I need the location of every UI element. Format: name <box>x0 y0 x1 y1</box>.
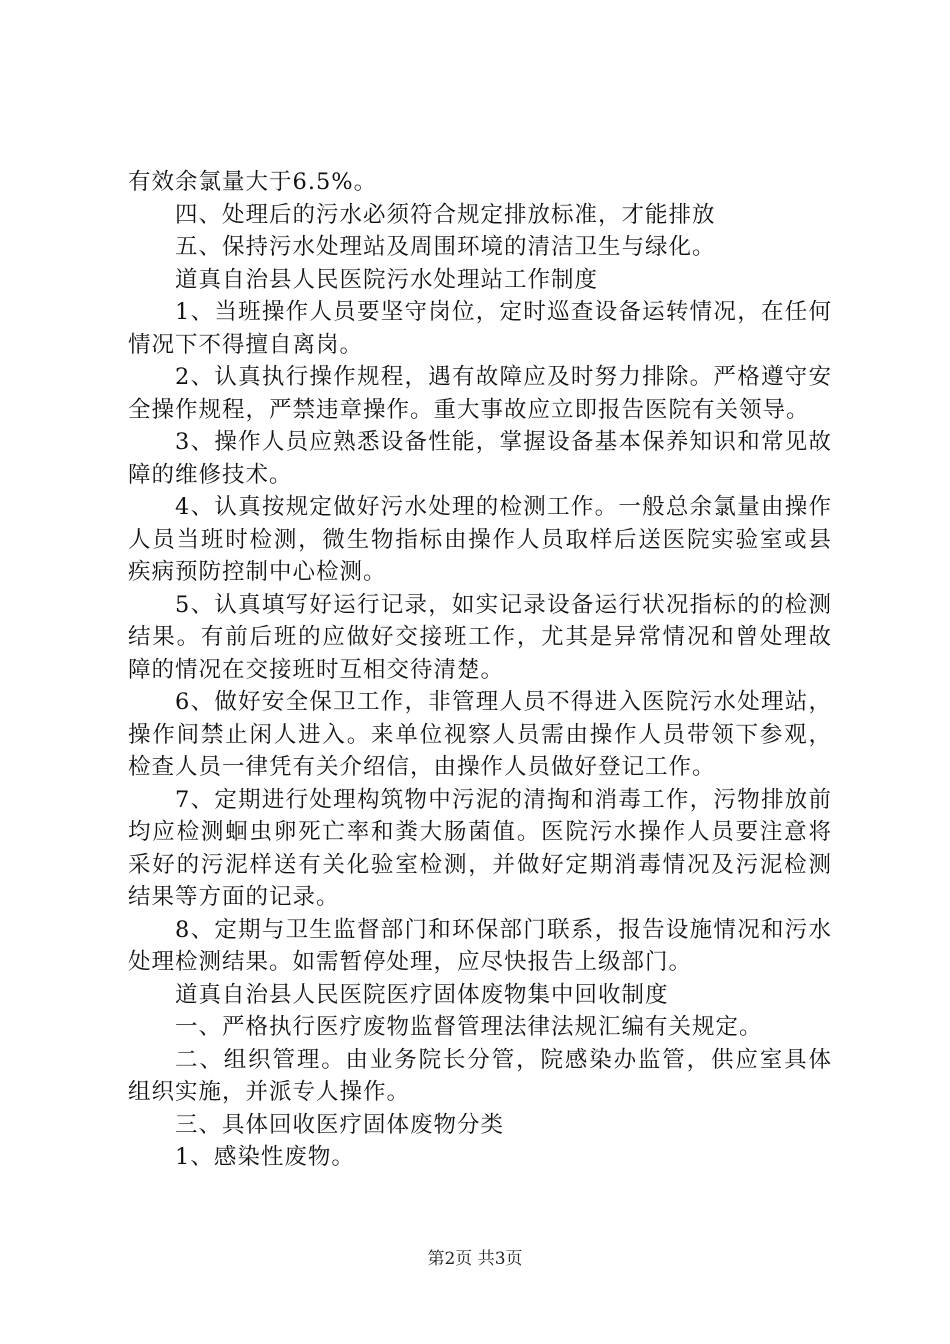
paragraph: 8、定期与卫生监督部门和环保部门联系，报告设施情况和污水处理检测结果。如需暂停处理，应尽快报告上级部门。 <box>128 916 832 975</box>
paragraph: 4、认真按规定做好污水处理的检测工作。一般总余氯量由操作人员当班时检测，微生物指标由操作人员取样后送医院实验室或县疾病预防控制中心检测。 <box>128 494 832 585</box>
paragraph: 四、处理后的污水必须符合规定排放标准，才能排放 <box>175 201 716 228</box>
paragraph: 5、认真填写好运行记录，如实记录设备运行状况指标的的检测结果。有前后班的应做好交接班工作，尤其是异常情况和曾处理故障的情况在交接班时互相交待清楚。 <box>128 591 832 683</box>
section-heading: 道真自治县人民医院医疗固体废物集中回收制度 <box>175 981 669 1008</box>
paragraph: 2、认真执行操作规程，遇有故障应及时努力排除。严格遵守安全操作规程，严禁违章操作。重大事故应立即报告医院有关领导。 <box>128 364 832 423</box>
page-number-label: 第2页 共3页 <box>427 1249 523 1269</box>
paragraph: 五、保持污水处理站及周围环境的清洁卫生与绿化。 <box>175 234 716 260</box>
paragraph: 一、严格执行医疗废物监督管理法律法规汇编有关规定。 <box>175 1014 763 1040</box>
paragraph: 7、定期进行处理构筑物中污泥的清掏和消毒工作，污物排放前均应检测蛔虫卵死亡率和粪大肠菌值。医院污水操作人员要注意将采好的污泥样送有关化验室检测，并做好定期消毒情况及污泥检测结果等方面的记录。 <box>128 786 832 910</box>
paragraph: 有效余氯量大于6.5%。 <box>128 169 378 195</box>
paragraph: 1、感染性废物。 <box>175 1144 355 1170</box>
paragraph: 1、当班操作人员要坚守岗位，定时巡查设备运转情况，在任何情况下不得擅自离岗。 <box>128 299 832 358</box>
document-body <box>128 166 832 1174</box>
section-heading: 道真自治县人民医院污水处理站工作制度 <box>175 266 599 293</box>
page-footer <box>0 1244 950 1269</box>
paragraph: 二、组织管理。由业务院长分管，院感染办监管，供应室具体组织实施，并派专人操作。 <box>128 1046 832 1105</box>
paragraph: 3、操作人员应熟悉设备性能，掌握设备基本保养知识和常见故障的维修技术。 <box>128 429 832 488</box>
paragraph: 三、具体回收医疗固体废物分类 <box>175 1111 505 1138</box>
paragraph: 6、做好安全保卫工作，非管理人员不得进入医院污水处理站，操作间禁止闲人进入。来单位视察人员需由操作人员带领下参观，检查人员一律凭有关介绍信，由操作人员做好登记工作。 <box>128 689 832 780</box>
